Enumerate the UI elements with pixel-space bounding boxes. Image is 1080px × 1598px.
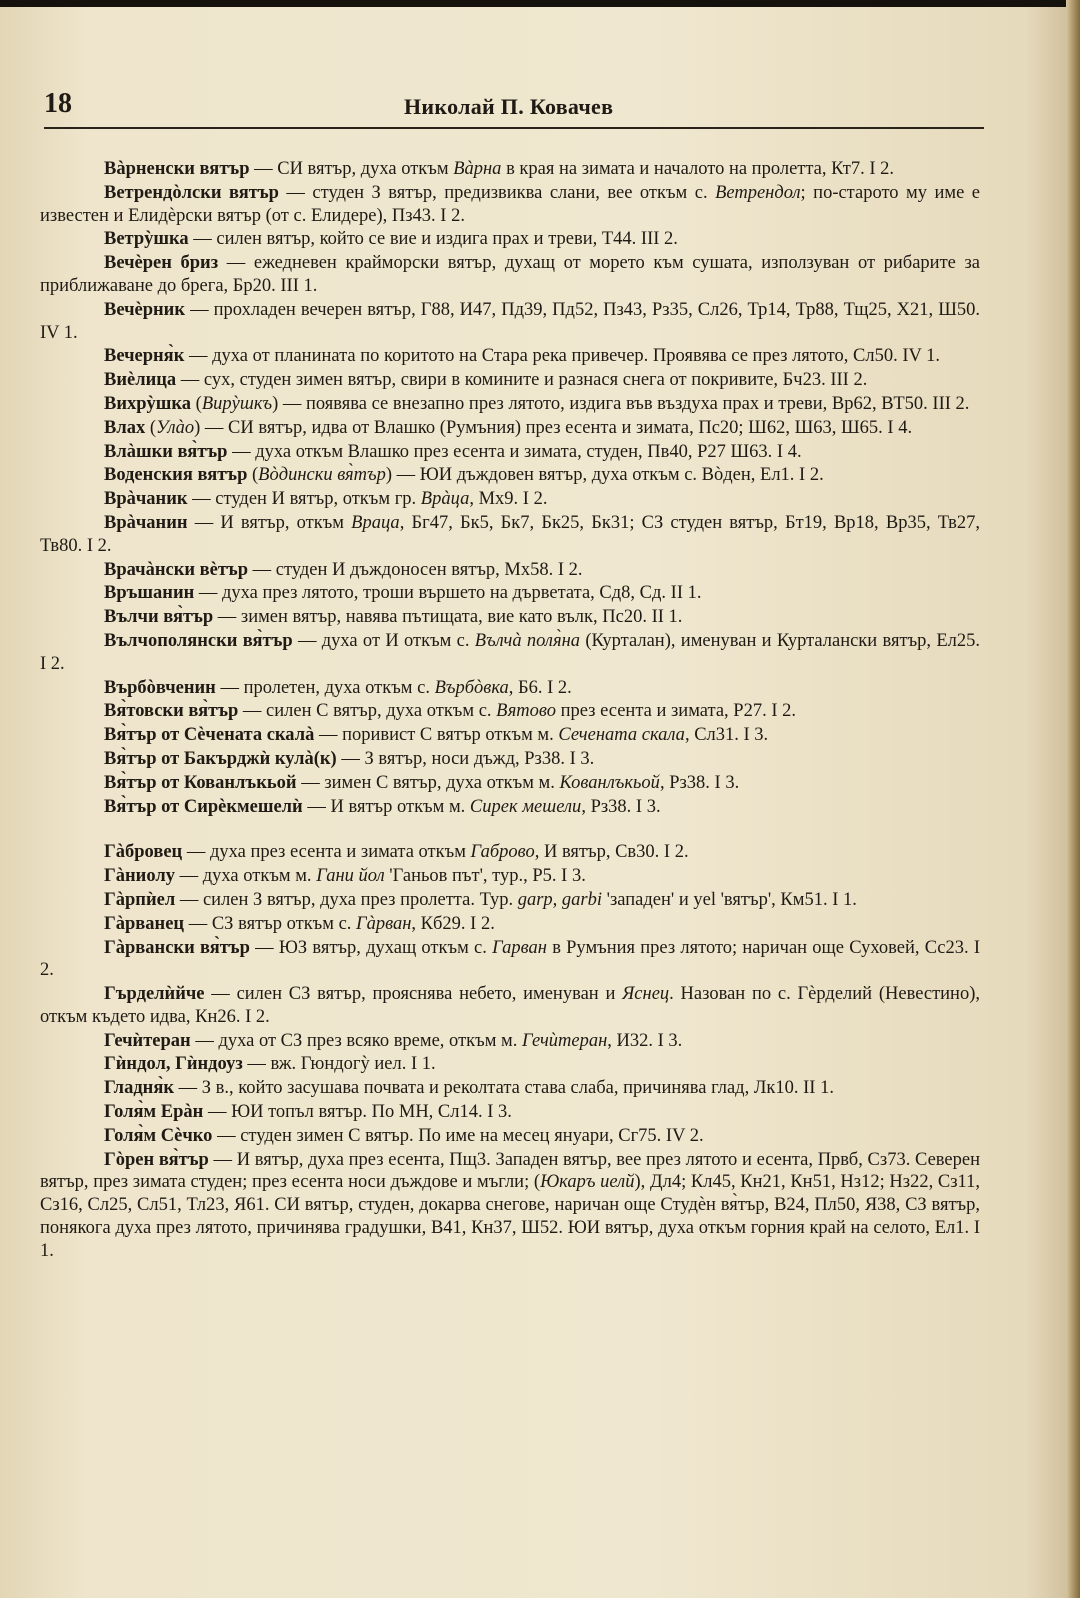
- entry-italic-name: Вàрна: [453, 159, 502, 179]
- entry-text: — З в., който засушава почвата и реколтата става слаба, причинява глад, Лк10. II 1.: [174, 1078, 834, 1099]
- dictionary-entry: [40, 748, 980, 771]
- entry-text-rest: , Сл31. I 3.: [684, 725, 769, 746]
- entry-italic-name: Гечѝтеран: [522, 1030, 608, 1051]
- entry-text-rest: ) — СИ вятър, идва от Влашко (Румъния) през есента и зимата, Пс20; Ш62, Ш63, Ш65. I 4.: [194, 417, 913, 438]
- entry-headword: Върбòвченин: [104, 677, 216, 698]
- page-number: 18: [44, 88, 72, 119]
- dictionary-entry: [40, 345, 980, 368]
- dictionary-entry: [40, 441, 980, 464]
- dictionary-entry: [40, 182, 980, 228]
- entry-text-rest: , И32. I 3.: [607, 1030, 683, 1051]
- entry-headword: Вечерня̀к: [104, 346, 185, 367]
- entry-text-rest: , Рз38. I 3.: [581, 796, 661, 817]
- entry-text: — духа откъм Влашко през есента и зимата, студен, Пв40, Р27 Ш63. I 4.: [227, 441, 802, 462]
- entry-text-rest: , Мх9. I 2.: [469, 489, 548, 510]
- entry-text: (: [145, 417, 157, 438]
- entry-text-rest: , Бг47, Бк5, Бк7, Бк25, Бк31; СЗ студен вятър, Бт19, Вр18, Вр35, Тв27, Тв80. I 2.: [40, 512, 980, 556]
- entry-italic-name: Габрово: [470, 842, 535, 863]
- entry-italic-name: Сечената скала: [558, 725, 685, 746]
- entry-text: — сух, студен зимен вятър, свири в комините и разнася снега от покривите, Бч23. III 2.: [176, 370, 868, 391]
- entry-text-rest: ) — ЮИ дъждовен вятър, духа откъм с. Вòден, Ел1. I 2.: [385, 465, 824, 486]
- entry-headword: Вя̀товски вя̀тър: [104, 701, 239, 722]
- dictionary-entry: [40, 724, 980, 747]
- dictionary-entry: [40, 488, 980, 511]
- entry-headword: Гòрен вя̀тър: [104, 1149, 209, 1170]
- entry-headword: Гàрпѝел: [104, 889, 176, 910]
- dictionary-entry: [40, 369, 980, 392]
- entry-headword: Влàшки вя̀тър: [104, 441, 228, 462]
- dictionary-entry: [40, 512, 980, 558]
- entry-headword: Голя̀м Ерàн: [104, 1102, 204, 1123]
- entry-headword: Вя̀тър от Бакърджѝ кулà(к): [104, 748, 337, 769]
- entry-headword: Вечѐрник: [104, 299, 186, 320]
- entry-text: — студен И дъждоносен вятър, Мх58. I 2.: [248, 559, 583, 580]
- entry-headword: Вълчи вя̀тър: [104, 607, 214, 628]
- book-spine-edge: [1066, 0, 1080, 1598]
- entry-text: — студен зимен С вятър. По име на месец януари, Сг75. IV 2.: [212, 1125, 704, 1146]
- dictionary-entry: [40, 606, 980, 629]
- entry-text-rest: през есента и зимата, Р27. I 2.: [555, 701, 796, 722]
- entry-text: — ежедневен крайморски вятър, духащ от морето към сушата, използуван от рибарите за приближаване до брега, Бр20. III 1.: [40, 253, 980, 296]
- entry-text: (: [247, 465, 259, 486]
- dictionary-entry: [40, 299, 980, 345]
- dictionary-entries: [40, 158, 980, 1264]
- entry-headword: Вечѐрен бриз: [104, 253, 219, 274]
- entry-text-rest: . Назован по с. Гèрделий (Невестино), откъм където идва, Кн26. I 2.: [40, 984, 980, 1027]
- dictionary-entry: [40, 841, 980, 864]
- entry-italic-name: Гàрван: [356, 913, 412, 934]
- dictionary-entry: [40, 937, 980, 983]
- entry-italic-name: Яснец: [622, 984, 670, 1005]
- entry-headword: Гърделѝйче: [104, 984, 205, 1005]
- dictionary-entry: [40, 889, 980, 912]
- entry-text-rest: (Курталан), именуван и Курталански вятър, Ел25. I 2.: [40, 630, 980, 674]
- entry-italic-name: Вълчà поля̀на: [474, 630, 581, 651]
- entry-text: — духа от И откъм с.: [292, 630, 475, 651]
- entry-text: — И вятър, откъм: [187, 512, 352, 533]
- entry-text-rest: , Кб29. I 2.: [411, 913, 495, 934]
- dictionary-entry: [40, 1101, 980, 1124]
- entry-headword: Вя̀тър от Сѐчената скалà: [104, 725, 315, 746]
- entry-text-rest: 'Ганьов път', тур., Р5. I 3.: [384, 866, 586, 887]
- entry-text: — духа от СЗ през всяко време, откъм м.: [190, 1030, 522, 1051]
- dictionary-entry: [40, 677, 980, 700]
- dictionary-entry: [40, 913, 980, 936]
- entry-text: — зимен вятър, навява пътищата, вие като вълк, Пс20. II 1.: [213, 607, 683, 628]
- entry-text: — студен И вятър, откъм гр.: [187, 489, 421, 510]
- entry-italic-name: Сирек мешели: [469, 796, 582, 817]
- entry-italic-name: Гарван: [492, 937, 547, 958]
- dictionary-entry: [40, 1030, 980, 1053]
- entry-text-rest: , И вятър, Св30. I 2.: [534, 842, 689, 863]
- entry-headword: Вя̀тър от Сирѐкмешелѝ: [104, 796, 303, 817]
- entry-headword: Влах: [104, 417, 146, 438]
- dictionary-entry: [40, 983, 980, 1029]
- entry-headword: Вàрненски вятър: [104, 159, 250, 179]
- dictionary-entry: [40, 393, 980, 416]
- header-rule: [44, 127, 984, 129]
- entry-headword: Врàчанин: [104, 512, 188, 533]
- dictionary-entry: [40, 252, 980, 298]
- entry-headword: Гечѝтеран: [104, 1030, 191, 1051]
- entry-headword: Гàбровец: [104, 842, 183, 863]
- entry-italic-name: Вятово: [496, 701, 556, 722]
- dictionary-entry: [40, 417, 980, 440]
- entry-italic-name: Враца: [351, 512, 400, 533]
- entry-text-rest: ) — появява се внезапно през лятото, издига във въздуха прах и треви, Вр62, ВТ50. III 2.: [272, 393, 970, 414]
- entry-text: — силен З вятър, духа през пролетта. Тур.: [175, 889, 518, 910]
- entry-headword: Врàчаник: [104, 489, 188, 510]
- entry-text-rest: в Румъния през лятото; наричан още Суховей, Сс23. I 2.: [40, 937, 981, 981]
- dictionary-entry: [40, 700, 980, 723]
- dictionary-entry: [40, 630, 980, 676]
- entry-text-rest: , Рз38. I 3.: [659, 772, 740, 793]
- entry-headword: Вя̀тър от Кованлъкьой: [104, 772, 297, 793]
- entry-italic-name: Вирỳшкъ: [201, 393, 273, 414]
- entry-text: — поривист С вятър откъм м.: [314, 725, 559, 746]
- entry-text-rest: в края на зимата и началото на пролетта, Кт7. I 2.: [501, 159, 895, 179]
- entry-text: — СЗ вятър откъм с.: [184, 913, 357, 934]
- dictionary-entry: [40, 1077, 980, 1100]
- entry-text: — духа през лятото, троши вършето на дърветата, Сд8, Сд. II 1.: [194, 583, 702, 604]
- dictionary-entry: [40, 1125, 980, 1148]
- dictionary-entry: [40, 464, 980, 487]
- entry-text: — З вятър, носи дъжд, Рз38. I 3.: [336, 748, 595, 769]
- entry-headword: Вълчополянски вя̀тър: [104, 630, 293, 651]
- dictionary-entry: [40, 582, 980, 605]
- entry-text: — духа през есента и зимата откъм: [182, 842, 471, 863]
- entry-text: — духа от планината по коритото на Стара река привечер. Проявява се през лятото, Сл50. IV 1.: [184, 346, 941, 367]
- running-title: Николай П. Ковачев: [404, 94, 614, 119]
- entry-text: — пролетен, духа откъм с.: [215, 677, 435, 698]
- entry-text: — И вятър откъм м.: [302, 796, 470, 817]
- entry-text: — силен С вятър, духа откъм с.: [238, 701, 497, 722]
- entry-headword: Врачàнски вѐтър: [104, 559, 248, 580]
- entry-headword: Гѝндол, Гѝндоуз: [104, 1054, 243, 1075]
- entry-text: — силен СЗ вятър, прояснява небето, именуван и: [204, 984, 623, 1005]
- entry-headword: Ветрендòлски вятър: [104, 182, 279, 203]
- entry-italic-name: Кованлъкьой: [559, 772, 660, 793]
- entry-italic-name: Врàца: [420, 489, 470, 510]
- entry-text: — прохладен вечерен вятър, Г88, И47, Пд39, Пд52, Пз43, Рз35, Сл26, Тр14, Тр88, Тщ25, Х21, Ш50. IV 1.: [40, 299, 980, 343]
- entry-text: — зимен С вятър, духа откъм м.: [296, 772, 560, 793]
- dictionary-entry: [40, 1149, 980, 1263]
- entry-text-rest: , Б6. I 2.: [508, 677, 572, 698]
- entry-text: — вж. Гюндогỳ иел. I 1.: [242, 1054, 436, 1075]
- entry-text: — И вятър, духа през есента, Пщ3. Западен вятър, вее през лятото и есента, Првб, Сз73. Северен вятър, през зимата студен; през есента носи дъждове и мъгли; (: [40, 1149, 980, 1193]
- entry-italic-name: Вòдински вя̀тър: [258, 465, 386, 486]
- entry-text: (: [191, 393, 202, 414]
- entry-text-rest: ; по-старото му име е известен и Елидèрски вятър (от с. Елидере), Пз43. I 2.: [40, 182, 980, 226]
- entry-headword: Гàниолу: [104, 866, 175, 887]
- dictionary-entry: [40, 158, 980, 181]
- entry-headword: Воденския вятър: [104, 465, 248, 486]
- entry-headword: Гладня̀к: [104, 1078, 174, 1099]
- entry-italic-name: Гани йол: [316, 866, 385, 887]
- entry-text-rest: ), Дл4; Кл45, Кн21, Кн51, Нз12; Нз22, Сз11, Сз16, Сл25, Сл51, Тл23, Я61. СИ вятър, студен, докарва снегове, наричан още Студѐн вя̀тър, В24, Пл50, Я38, СЗ вятър, понякога духа през лятото, причинява градушки, В41, Кн37, Ш52. ЮИ вятър, духа откъм горния край на селото, Ел1. I 1.: [40, 1172, 980, 1261]
- entry-headword: Връшанин: [104, 583, 195, 604]
- scan-top-edge: [0, 0, 1080, 7]
- dictionary-entry: [40, 865, 980, 888]
- entry-headword: Ветрỳшка: [104, 229, 189, 250]
- entry-italic-name: Улàо: [156, 417, 195, 438]
- entry-headword: Гàрвански вя̀тър: [104, 937, 250, 958]
- entry-headword: Виѐлица: [104, 370, 177, 391]
- dictionary-entry: [40, 796, 980, 819]
- dictionary-entry: [40, 1053, 980, 1076]
- entry-headword: Голя̀м Сѐчко: [104, 1125, 213, 1146]
- entry-text: — студен З вятър, предизвиква слани, вее откъм с.: [278, 182, 716, 203]
- entry-headword: Вихрỳшка: [104, 393, 192, 414]
- entry-headword: Гàрванец: [104, 913, 185, 934]
- entry-text-rest: 'западен' и yel 'вятър', Км51. I 1.: [602, 889, 857, 910]
- entry-text: — ЮЗ вятър, духащ откъм с.: [249, 937, 493, 958]
- dictionary-entry: [40, 772, 980, 795]
- entry-italic-name: Юкаръ иелй: [540, 1172, 635, 1193]
- entry-text: — СИ вятър, духа откъм: [249, 159, 454, 179]
- entry-text: — силен вятър, който се вие и издига прах и треви, Т44. III 2.: [188, 229, 678, 250]
- entry-italic-name: Върбòвка: [434, 677, 509, 698]
- dictionary-entry: [40, 228, 980, 251]
- dictionary-entry: [40, 559, 980, 582]
- entry-text: — ЮИ топъл вятър. По МН, Сл14. I 3.: [203, 1102, 512, 1123]
- entry-italic-name: garp, garbi: [517, 889, 603, 910]
- entry-italic-name: Ветрендол: [715, 182, 801, 203]
- entry-text: — духа откъм м.: [174, 866, 317, 887]
- page-header: [44, 88, 984, 132]
